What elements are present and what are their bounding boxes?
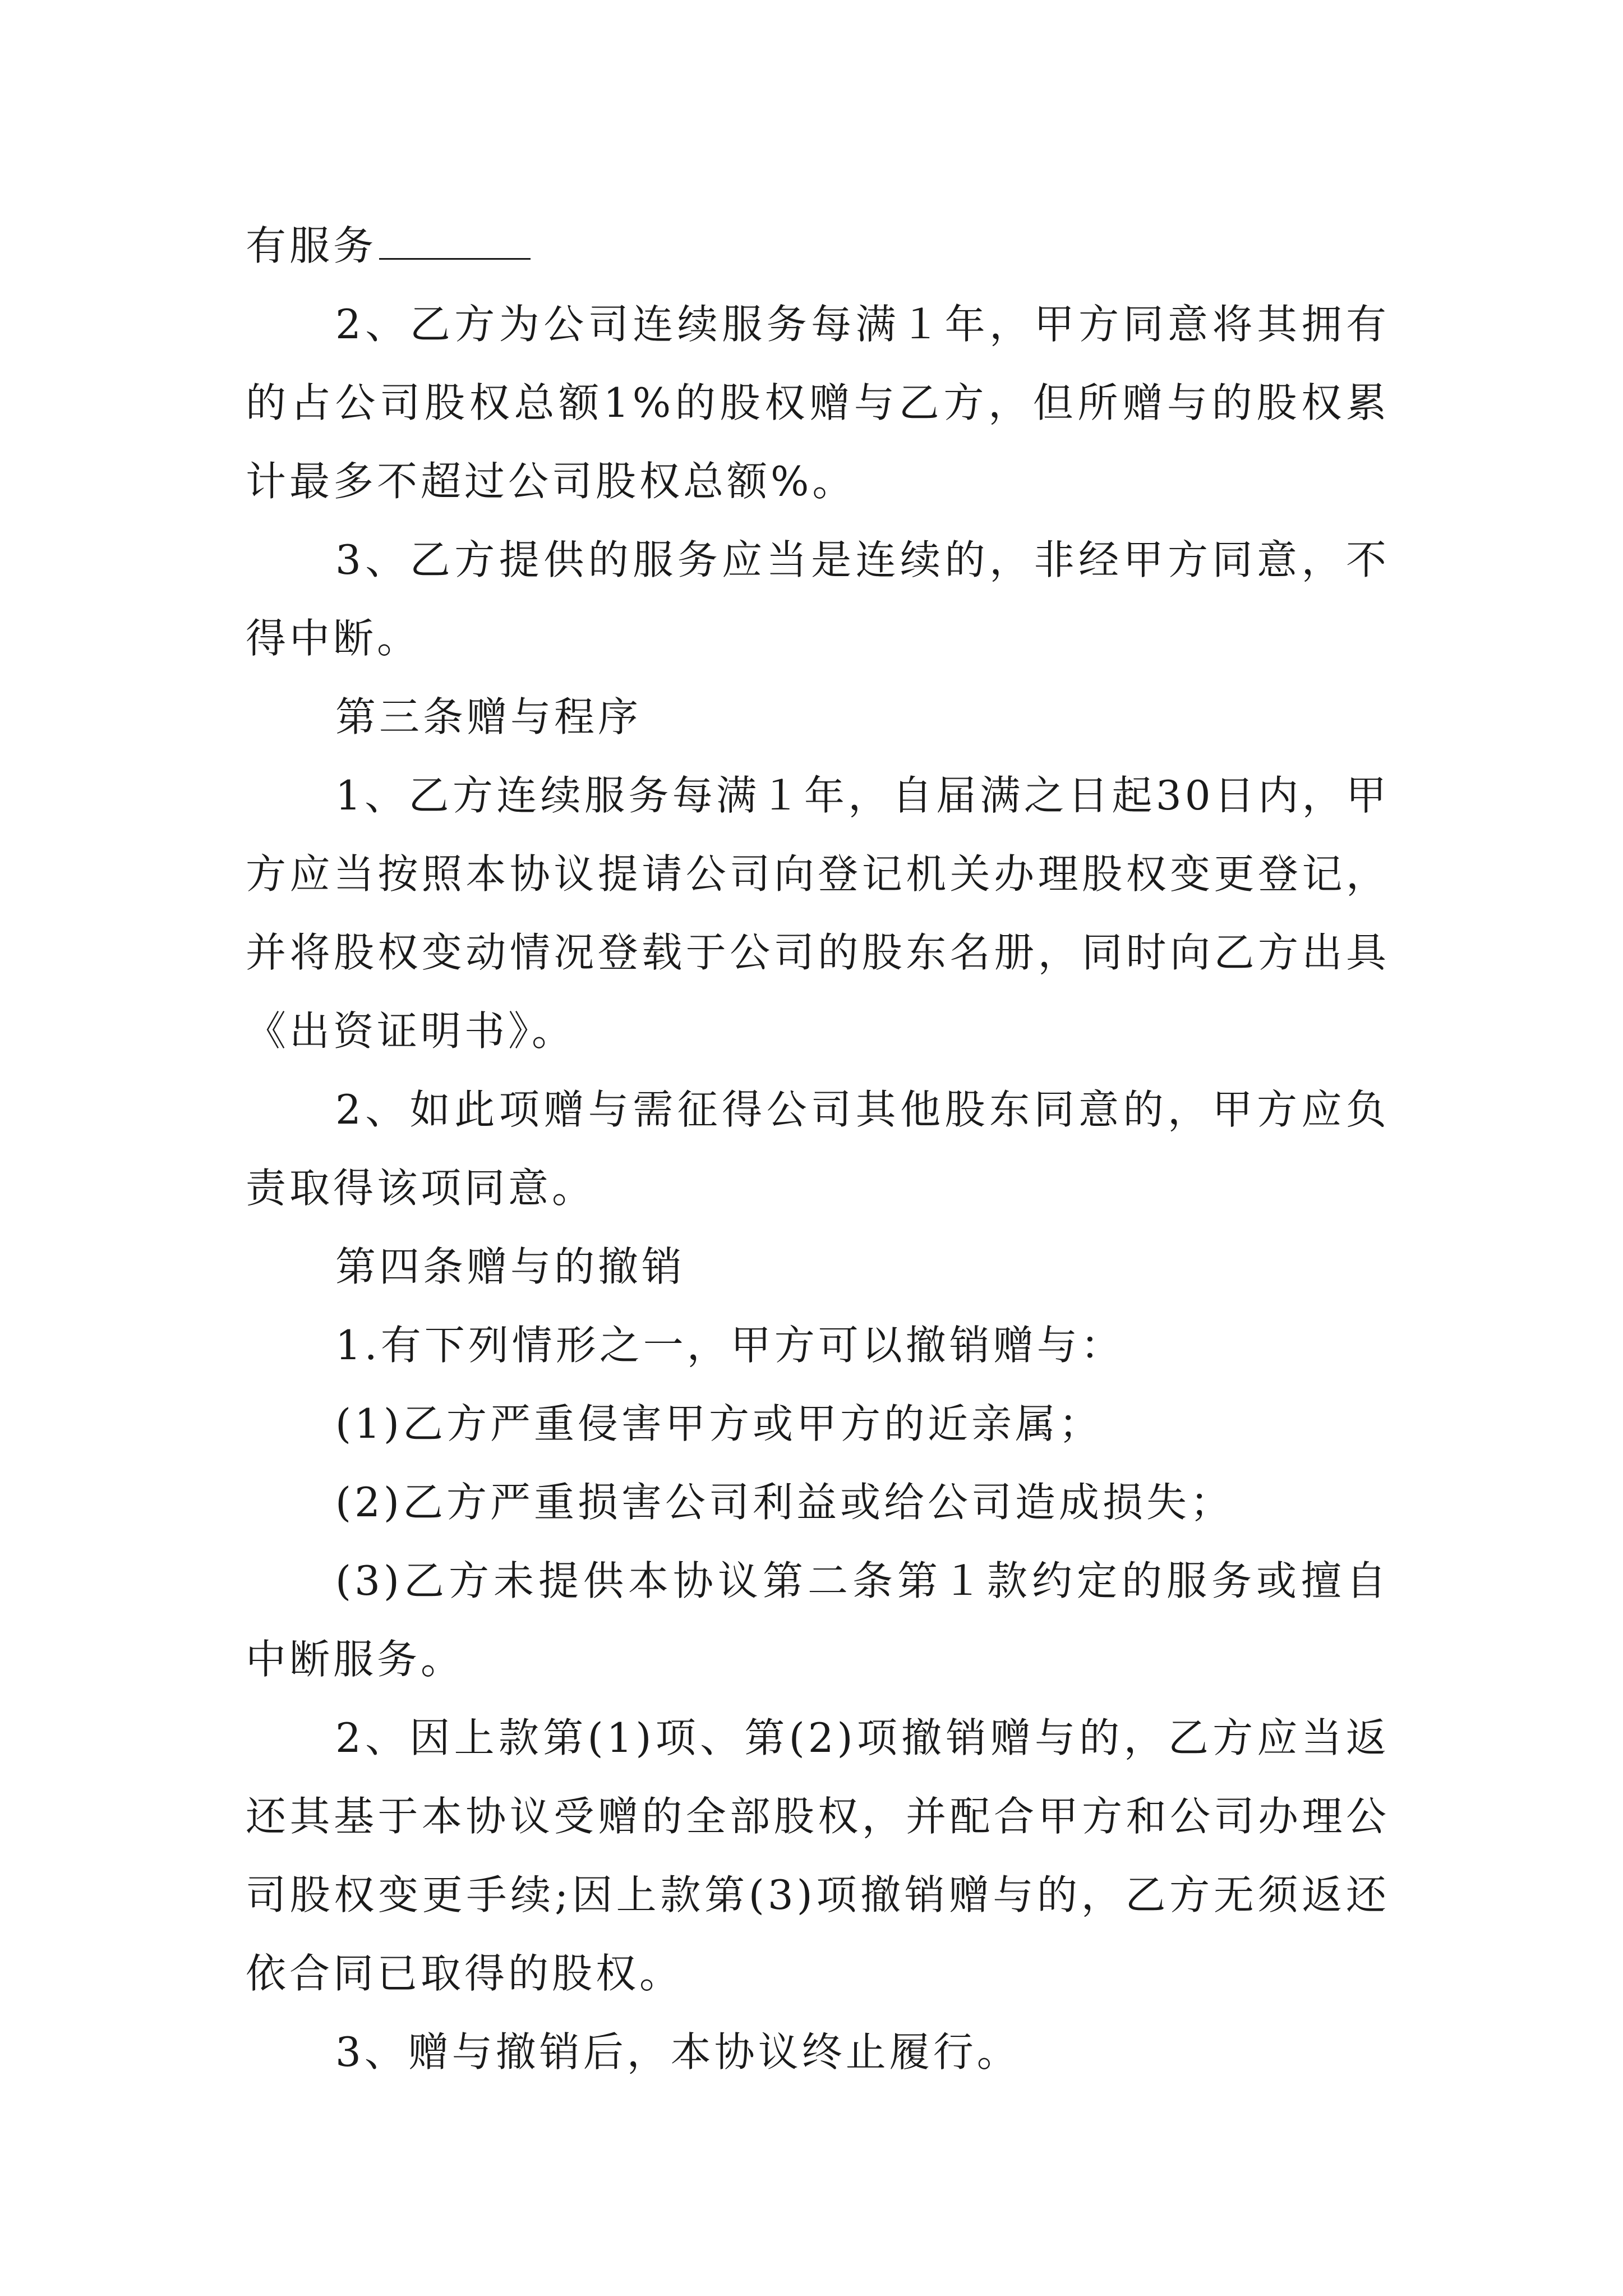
paragraph-clause-2-3: 3、乙方提供的服务应当是连续的，非经甲方同意，不得中断。 [246,536,1390,662]
paragraph-clause-4-3: 3、赠与撤销后，本协议终止履行。 [335,2028,1021,2076]
paragraph-text: 有服务 [246,222,377,269]
paragraph-clause-3-2: 2、如此项赠与需征得公司其他股东同意的，甲方应负责取得该项同意。 [246,1086,1390,1212]
paragraph-clause-3-1: 1、乙方连续服务每满１年，自届满之日起30日内，甲方应当按照本协议提请公司向登记机关办理股权变更登记，并将股权变动情况登载于公司的股东名册，同时向乙方出具《出资证明书》。 [246,772,1390,1055]
section-heading-article-3: 第三条赠与程序 [335,693,642,740]
section-heading-article-4: 第四条赠与的撤销 [335,1243,686,1290]
paragraph-clause-4-1: 1.有下列情形之一，甲方可以撤销赠与： [335,1322,1124,1369]
paragraph-clause-4-1-item-3: (3)乙方未提供本协议第二条第１款约定的服务或擅自中断服务。 [246,1557,1390,1683]
document-body [246,206,1390,2091]
paragraph-clause-4-1-item-2: (2)乙方严重损害公司利益或给公司造成损失； [335,1479,1234,1526]
paragraph-clause-2-2: 2、乙方为公司连续服务每满１年，甲方同意将其拥有的占公司股权总额1%的股权赠与乙方，但所赠与的股权累计最多不超过公司股权总额%。 [246,301,1390,505]
paragraph-clause-4-1-item-1: (1)乙方严重侵害甲方或甲方的近亲属； [335,1400,1103,1447]
paragraph-clause-4-2: 2、因上款第(1)项、第(2)项撤销赠与的，乙方应当返还其基于本协议受赠的全部股权，并配合甲方和公司办理公司股权变更手续;因上款第(3)项撤销赠与的，乙方无须返还依合同已取得的股权。 [246,1714,1390,1997]
paragraph-service-continued [246,206,1390,285]
fill-in-blank [379,222,531,260]
